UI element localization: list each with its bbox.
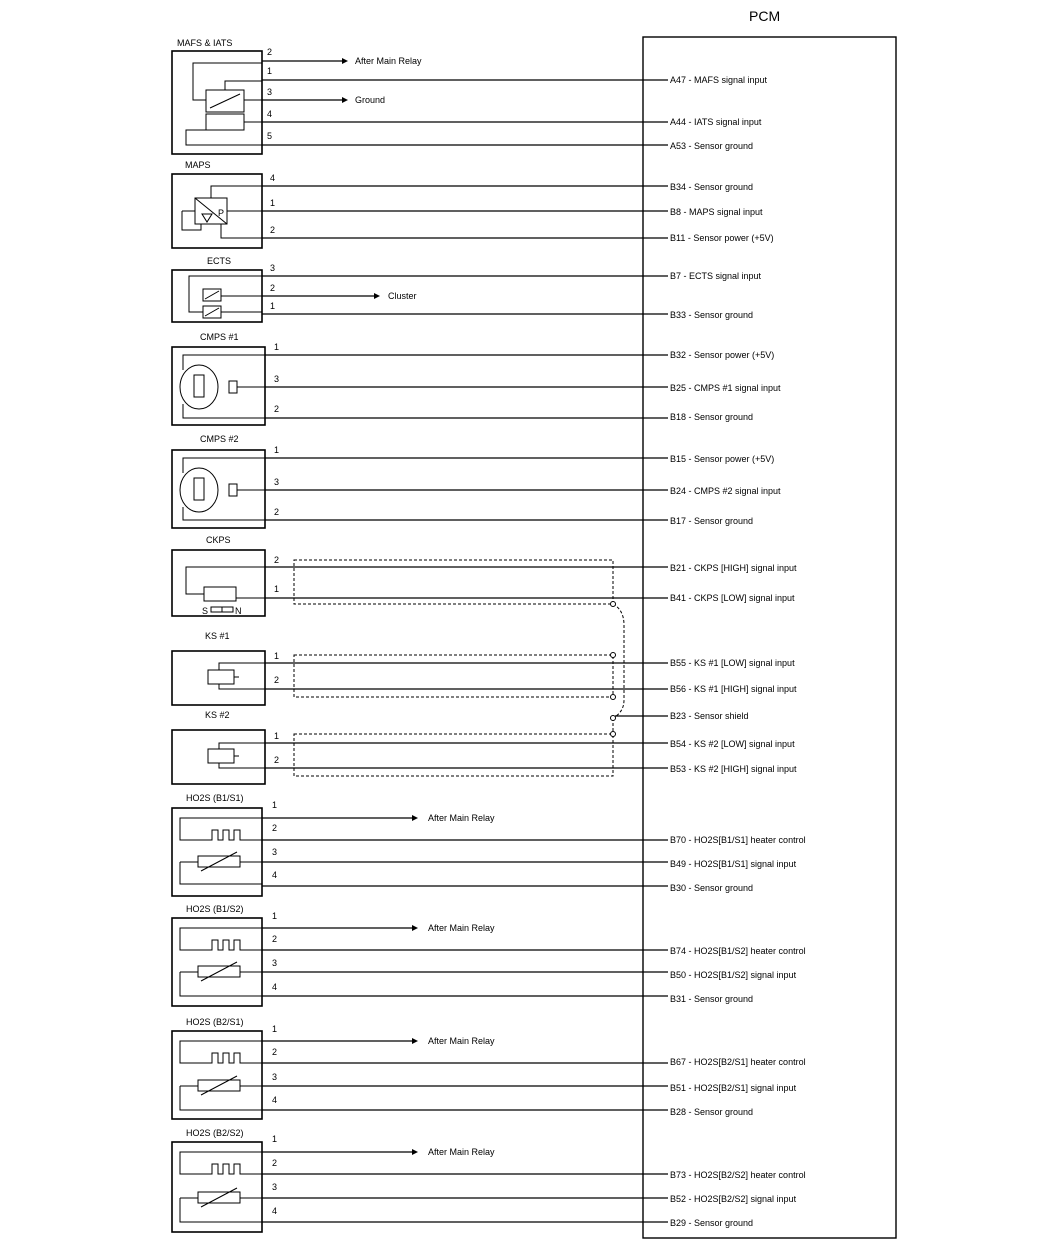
component-box bbox=[172, 1142, 262, 1232]
pcm-terminal: B55 - KS #1 [LOW] signal input bbox=[670, 658, 795, 668]
shield-drain bbox=[613, 604, 624, 718]
pin-number: 2 bbox=[274, 755, 280, 765]
external-label: After Main Relay bbox=[428, 1036, 495, 1046]
pin-number: 2 bbox=[274, 675, 280, 685]
pcm-terminal: B51 - HO2S[B2/S1] signal input bbox=[670, 1083, 797, 1093]
external-label: After Main Relay bbox=[355, 56, 422, 66]
arrow-icon bbox=[412, 815, 418, 821]
pin-number: 1 bbox=[274, 584, 280, 594]
pcm-terminal: B24 - CMPS #2 signal input bbox=[670, 486, 781, 496]
component-box bbox=[172, 450, 265, 528]
pcm-terminal: B32 - Sensor power (+5V) bbox=[670, 350, 775, 360]
component-name: CMPS #2 bbox=[200, 434, 239, 444]
pin-number: 4 bbox=[270, 173, 276, 183]
pin-number: 3 bbox=[272, 1072, 278, 1082]
pin-number: 1 bbox=[274, 342, 280, 352]
ks1-shield bbox=[294, 655, 613, 697]
pcm-terminal: B67 - HO2S[B2/S1] heater control bbox=[670, 1057, 806, 1067]
component-box bbox=[172, 918, 262, 1006]
pin-number: 3 bbox=[274, 477, 280, 487]
component-name: CMPS #1 bbox=[200, 332, 239, 342]
pcm-terminal: B56 - KS #1 [HIGH] signal input bbox=[670, 684, 797, 694]
shield-node bbox=[611, 602, 616, 607]
pcm-terminal: B29 - Sensor ground bbox=[670, 1218, 754, 1228]
pin-number: 3 bbox=[270, 263, 276, 273]
pcm-terminal: B33 - Sensor ground bbox=[670, 310, 754, 320]
pcm-terminal: B31 - Sensor ground bbox=[670, 994, 754, 1004]
pin-number: 4 bbox=[272, 1095, 278, 1105]
pcm-terminal: A47 - MAFS signal input bbox=[670, 75, 768, 85]
pcm-terminal: B8 - MAPS signal input bbox=[670, 207, 763, 217]
arrow-icon bbox=[342, 97, 348, 103]
pin-number: 2 bbox=[274, 404, 280, 414]
pin-number: 2 bbox=[272, 823, 278, 833]
shield-node bbox=[611, 695, 616, 700]
pcm-terminal: B49 - HO2S[B1/S1] signal input bbox=[670, 859, 797, 869]
shield-node bbox=[611, 716, 616, 721]
pcm-terminal: B21 - CKPS [HIGH] signal input bbox=[670, 563, 797, 573]
pin-number: 5 bbox=[267, 131, 273, 141]
pin-number: 4 bbox=[272, 1206, 278, 1216]
pin-number: 2 bbox=[270, 283, 276, 293]
pin-number: 1 bbox=[274, 651, 280, 661]
pin-number: 2 bbox=[267, 47, 273, 57]
pin-number: 1 bbox=[272, 800, 278, 810]
pcm-terminal: B25 - CMPS #1 signal input bbox=[670, 383, 781, 393]
component-name: HO2S (B1/S1) bbox=[186, 793, 244, 803]
pin-number: 2 bbox=[274, 507, 280, 517]
pcm-terminal: B52 - HO2S[B2/S2] signal input bbox=[670, 1194, 797, 1204]
arrow-icon bbox=[412, 925, 418, 931]
ckps-pole-n: N bbox=[235, 606, 242, 616]
pin-number: 3 bbox=[272, 1182, 278, 1192]
pin-number: 2 bbox=[270, 225, 276, 235]
component-name: HO2S (B2/S2) bbox=[186, 1128, 244, 1138]
pcm-terminal: B53 - KS #2 [HIGH] signal input bbox=[670, 764, 797, 774]
shield-node bbox=[611, 732, 616, 737]
pin-number: 1 bbox=[274, 731, 280, 741]
pin-number: 3 bbox=[272, 958, 278, 968]
ks2-shield bbox=[294, 734, 613, 776]
pin-number: 2 bbox=[274, 555, 280, 565]
pin-number: 1 bbox=[270, 198, 276, 208]
external-label: Cluster bbox=[388, 291, 417, 301]
component-name: CKPS bbox=[206, 535, 231, 545]
pcm-terminal: A53 - Sensor ground bbox=[670, 141, 754, 151]
ckps-pole-s: S bbox=[202, 606, 209, 616]
pcm-terminal: B30 - Sensor ground bbox=[670, 883, 754, 893]
pcm-terminal: A44 - IATS signal input bbox=[670, 117, 762, 127]
pin-number: 3 bbox=[274, 374, 280, 384]
component-name: HO2S (B1/S2) bbox=[186, 904, 244, 914]
pin-number: 1 bbox=[270, 301, 276, 311]
pin-number: 2 bbox=[272, 1158, 278, 1168]
component-box bbox=[172, 347, 265, 425]
pcm-terminal: B15 - Sensor power (+5V) bbox=[670, 454, 775, 464]
pin-number: 3 bbox=[272, 847, 278, 857]
component-name: HO2S (B2/S1) bbox=[186, 1017, 244, 1027]
pin-number: 4 bbox=[267, 109, 273, 119]
component-box bbox=[172, 1031, 262, 1119]
shield-node bbox=[611, 653, 616, 658]
pcm-terminal: B50 - HO2S[B1/S2] signal input bbox=[670, 970, 797, 980]
pin-number: 4 bbox=[272, 870, 278, 880]
pin-number: 1 bbox=[272, 1024, 278, 1034]
pcm-terminal: B11 - Sensor power (+5V) bbox=[670, 233, 774, 243]
pcm-terminal: B23 - Sensor shield bbox=[670, 711, 749, 721]
maps-p-mark: P bbox=[218, 208, 225, 218]
external-label: After Main Relay bbox=[428, 813, 495, 823]
pin-number: 1 bbox=[267, 66, 273, 76]
component-box bbox=[172, 651, 265, 705]
external-label: Ground bbox=[355, 95, 386, 105]
arrow-icon bbox=[412, 1038, 418, 1044]
pin-number: 1 bbox=[272, 911, 278, 921]
component-name: ECTS bbox=[207, 256, 232, 266]
external-label: After Main Relay bbox=[428, 1147, 495, 1157]
pin-number: 1 bbox=[272, 1134, 278, 1144]
pin-number: 2 bbox=[272, 1047, 278, 1057]
arrow-icon bbox=[412, 1149, 418, 1155]
pcm-terminal: B18 - Sensor ground bbox=[670, 412, 754, 422]
component-name: KS #1 bbox=[205, 631, 230, 641]
pcm-terminal: B7 - ECTS signal input bbox=[670, 271, 762, 281]
component-box bbox=[172, 808, 262, 896]
pcm-title: PCM bbox=[749, 8, 781, 24]
pin-number: 3 bbox=[267, 87, 273, 97]
arrow-icon bbox=[342, 58, 348, 64]
pin-number: 1 bbox=[274, 445, 280, 455]
external-label: After Main Relay bbox=[428, 923, 495, 933]
component-name: MAFS & IATS bbox=[177, 38, 233, 48]
pcm-terminal: B41 - CKPS [LOW] signal input bbox=[670, 593, 795, 603]
pin-number: 2 bbox=[272, 934, 278, 944]
component-box bbox=[172, 730, 265, 784]
pcm-terminal: B74 - HO2S[B1/S2] heater control bbox=[670, 946, 806, 956]
arrow-icon bbox=[374, 293, 380, 299]
pcm-terminal: B28 - Sensor ground bbox=[670, 1107, 754, 1117]
pcm-terminal: B17 - Sensor ground bbox=[670, 516, 754, 526]
pin-number: 4 bbox=[272, 982, 278, 992]
component-name: KS #2 bbox=[205, 710, 230, 720]
pcm-terminal: B70 - HO2S[B1/S1] heater control bbox=[670, 835, 806, 845]
pcm-terminal: B73 - HO2S[B2/S2] heater control bbox=[670, 1170, 806, 1180]
component-name: MAPS bbox=[185, 160, 211, 170]
pcm-terminal: B54 - KS #2 [LOW] signal input bbox=[670, 739, 795, 749]
pcm-terminal: B34 - Sensor ground bbox=[670, 182, 754, 192]
